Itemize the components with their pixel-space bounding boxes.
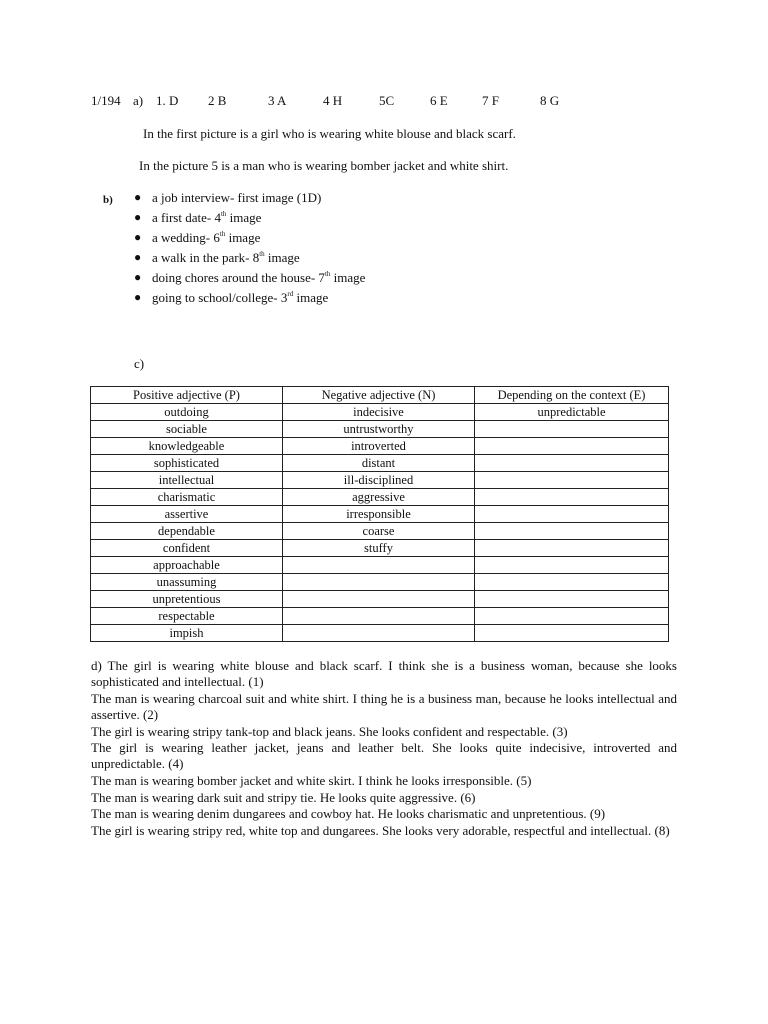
bullet-icon: ● xyxy=(134,270,142,284)
table-row xyxy=(91,625,669,642)
table-row xyxy=(91,591,669,608)
negative-cell xyxy=(283,625,475,642)
answer-1: 1. D xyxy=(156,93,179,108)
part-d-paragraph-5: The man is wearing bomber jacket and white skirt. I think he looks irresponsible. (5) xyxy=(91,773,532,788)
table-row xyxy=(91,506,669,523)
negative-cell: ill-disciplined xyxy=(283,472,475,489)
answer-5: 5C xyxy=(379,93,395,108)
part-b-label: b) xyxy=(103,194,113,206)
list-item: a walk in the park- 8th image xyxy=(152,250,300,265)
context-cell xyxy=(475,489,669,506)
positive-cell: intellectual xyxy=(91,472,283,489)
column-header-negative: Negative adjective (N) xyxy=(283,387,475,404)
positive-cell: knowledgeable xyxy=(91,438,283,455)
negative-cell xyxy=(283,608,475,625)
table-row xyxy=(91,489,669,506)
positive-cell: assertive xyxy=(91,506,283,523)
column-header-context: Depending on the context (E) xyxy=(475,387,669,404)
answer-2: 2 B xyxy=(208,93,227,108)
table-row xyxy=(91,472,669,489)
page-reference: 1/194 xyxy=(91,93,121,108)
bullet-icon: ● xyxy=(134,190,142,204)
part-a-sentence-2: In the picture 5 is a man who is wearing bomber jacket and white shirt. xyxy=(139,158,509,173)
bullet-icon: ● xyxy=(134,210,142,224)
answer-8: 8 G xyxy=(540,93,560,108)
negative-cell: irresponsible xyxy=(283,506,475,523)
negative-cell: introverted xyxy=(283,438,475,455)
positive-cell: dependable xyxy=(91,523,283,540)
answer-3: 3 A xyxy=(268,93,287,108)
answer-6: 6 E xyxy=(430,93,448,108)
positive-cell: approachable xyxy=(91,557,283,574)
part-d-paragraph-4: The girl is wearing leather jacket, jeans and leather belt. She looks quite indecisive, introverted and unpredictable. (4) xyxy=(91,740,677,772)
column-header-positive: Positive adjective (P) xyxy=(91,387,283,404)
positive-cell: unassuming xyxy=(91,574,283,591)
context-cell xyxy=(475,438,669,455)
table-row xyxy=(91,574,669,591)
positive-cell: respectable xyxy=(91,608,283,625)
part-d-paragraph-1: d) The girl is wearing white blouse and black scarf. I think she is a business woman, because she looks sophisticated and intellectual. (1) xyxy=(91,658,677,690)
context-cell xyxy=(475,523,669,540)
part-d-paragraph-6: The man is wearing dark suit and stripy tie. He looks quite aggressive. (6) xyxy=(91,790,476,805)
list-item: doing chores around the house- 7th image xyxy=(152,270,366,285)
part-a-label: a) xyxy=(133,93,144,108)
bullet-icon: ● xyxy=(134,250,142,264)
context-cell xyxy=(475,591,669,608)
part-d-paragraph-7: The man is wearing denim dungarees and cowboy hat. He looks charismatic and unpretentious. (9) xyxy=(91,806,606,821)
bullet-icon: ● xyxy=(134,290,142,304)
context-cell xyxy=(475,421,669,438)
part-a-sentence-1: In the first picture is a girl who is wearing white blouse and black scarf. xyxy=(143,126,516,141)
context-cell xyxy=(475,540,669,557)
context-cell xyxy=(475,557,669,574)
negative-cell: coarse xyxy=(283,523,475,540)
negative-cell: untrustworthy xyxy=(283,421,475,438)
table-header-row xyxy=(91,387,669,404)
context-cell: unpredictable xyxy=(475,404,669,421)
answer-7: 7 F xyxy=(482,93,499,108)
part-c-label: c) xyxy=(134,356,145,371)
context-cell xyxy=(475,574,669,591)
context-cell xyxy=(475,472,669,489)
negative-cell xyxy=(283,591,475,608)
negative-cell: aggressive xyxy=(283,489,475,506)
positive-cell: impish xyxy=(91,625,283,642)
positive-cell: unpretentious xyxy=(91,591,283,608)
list-item: going to school/college- 3rd image xyxy=(152,290,329,305)
table-row xyxy=(91,455,669,472)
table-row xyxy=(91,540,669,557)
context-cell xyxy=(475,608,669,625)
table-row xyxy=(91,557,669,574)
positive-cell: outdoing xyxy=(91,404,283,421)
negative-cell xyxy=(283,574,475,591)
context-cell xyxy=(475,455,669,472)
negative-cell: stuffy xyxy=(283,540,475,557)
context-cell xyxy=(475,506,669,523)
context-cell xyxy=(475,625,669,642)
positive-cell: charismatic xyxy=(91,489,283,506)
list-item: a job interview- first image (1D) xyxy=(152,190,322,205)
table-row xyxy=(91,608,669,625)
positive-cell: sophisticated xyxy=(91,455,283,472)
positive-cell: confident xyxy=(91,540,283,557)
negative-cell: distant xyxy=(283,455,475,472)
list-item: a first date- 4th image xyxy=(152,210,262,225)
adjective-table xyxy=(90,386,669,642)
table-row xyxy=(91,404,669,421)
negative-cell: indecisive xyxy=(283,404,475,421)
answer-4: 4 H xyxy=(323,93,343,108)
positive-cell: sociable xyxy=(91,421,283,438)
list-item: a wedding- 6th image xyxy=(152,230,261,245)
part-d-paragraph-8: The girl is wearing stripy red, white top and dungarees. She looks very adorable, respectful and intellectual. (8) xyxy=(91,823,670,838)
table-row xyxy=(91,438,669,455)
bullet-icon: ● xyxy=(134,230,142,244)
table-row xyxy=(91,523,669,540)
table-row xyxy=(91,421,669,438)
part-d-paragraph-3: The girl is wearing stripy tank-top and black jeans. She looks confident and respectable. (3) xyxy=(91,724,568,739)
part-d-paragraph-2: The man is wearing charcoal suit and white shirt. I thing he is a business man, because he looks intellectual and assertive. (2) xyxy=(91,691,677,723)
negative-cell xyxy=(283,557,475,574)
